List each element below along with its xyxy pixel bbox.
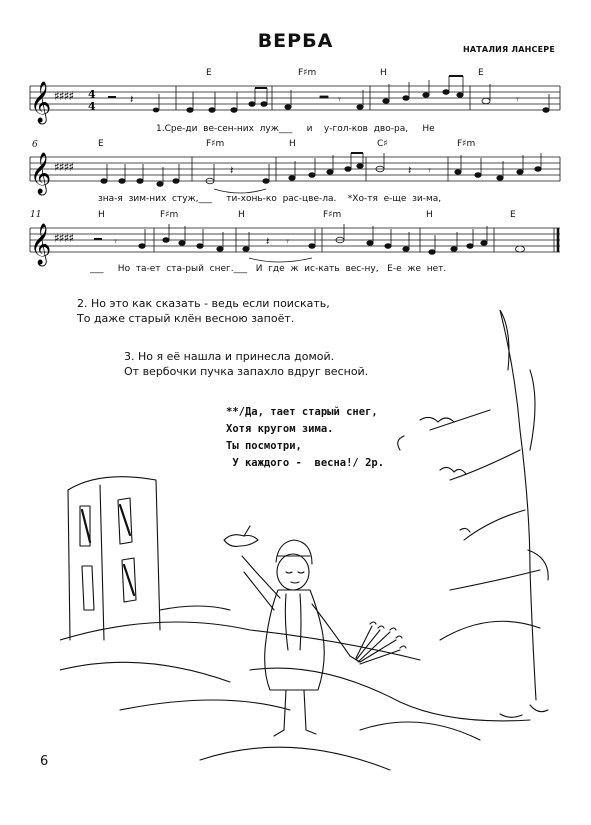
chorus-line: Хотя кругом зима. [226,423,334,435]
girl-with-willow-illustration [60,310,550,790]
chord-label: E [98,139,104,149]
tree-drawing [430,310,548,700]
chorus-line: **/Да, тает старый снег, [226,406,378,418]
music-staff-system [30,151,560,223]
svg-text:𝄽: 𝄽 [230,164,234,177]
svg-text:𝄽: 𝄽 [408,164,412,177]
measure-number: 6 [32,140,38,150]
chord-label: H [426,210,433,220]
verse-line: 3. Но я её нашла и принесла домой. [124,350,335,363]
chord-label: H [380,68,387,78]
chord-label: E [478,68,484,78]
chorus-line: Ты посмотри, [226,440,302,452]
verse-line: 2. Но это как сказать - ведь если поискать, [77,297,330,310]
lyric-line: 1.Сре-ди ве-сен-них луж___ и у-гол-ков дво-ра, Не [156,124,435,134]
chorus-line: У каждого - весна!/ 2р. [226,457,385,469]
svg-text:𝄾: 𝄾 [286,235,289,248]
chord-label: H [238,210,245,220]
svg-text:𝄾: 𝄾 [338,93,341,106]
chord-label: H [98,210,105,220]
page-number: 6 [40,754,49,769]
lyric-line: зна-я зим-них стуж,___ ти-хонь-ко рас-цве-ла. *Хо-тя е-ще зи-ма, [98,194,442,204]
lyric-line: ___ Но та-ет ста-рый снег.___ И где ж ис-кать вес-ну, Е-е же нет. [90,264,447,274]
key-signature-icon: ♯♯♯♯ [54,89,74,103]
chord-label: C♯ [377,139,388,149]
treble-clef-icon: 𝄞 [30,224,52,265]
song-title: ВЕРБА [257,30,334,52]
bird-drawing [224,526,258,546]
author-name: НАТАЛИЯ ЛАНСЕРЕ [462,45,555,54]
chord-label: F♯m [206,139,225,149]
treble-clef-icon: 𝄞 [30,153,52,194]
ground-drawing [60,622,530,770]
music-staff-system [30,222,560,294]
willow-bundle-drawing [356,626,400,664]
key-signature-icon: ♯♯♯♯ [54,160,74,174]
chord-label: E [510,210,516,220]
chord-label: F♯m [298,68,317,78]
key-signature-icon: ♯♯♯♯ [54,231,74,245]
svg-text:𝄾: 𝄾 [516,93,519,106]
chord-label: E [206,68,212,78]
svg-text:𝄾: 𝄾 [114,235,117,248]
svg-text:𝄽: 𝄽 [266,235,270,248]
verse-line: То даже старый клён весною запоёт. [77,312,295,325]
verse-line: От вербочки пучка запахло вдруг весной. [124,365,369,378]
svg-text:𝄾: 𝄾 [428,164,431,177]
chord-label: F♯m [160,210,179,220]
chord-label: F♯m [323,210,342,220]
time-signature: 4 [88,88,96,101]
svg-text:4: 4 [88,100,96,113]
chord-label: H [289,139,296,149]
chord-label: F♯m [457,139,476,149]
measure-number: 11 [30,210,42,220]
building-drawing [68,477,160,640]
svg-text:𝄽: 𝄽 [130,93,134,106]
treble-clef-icon: 𝄞 [30,82,52,123]
